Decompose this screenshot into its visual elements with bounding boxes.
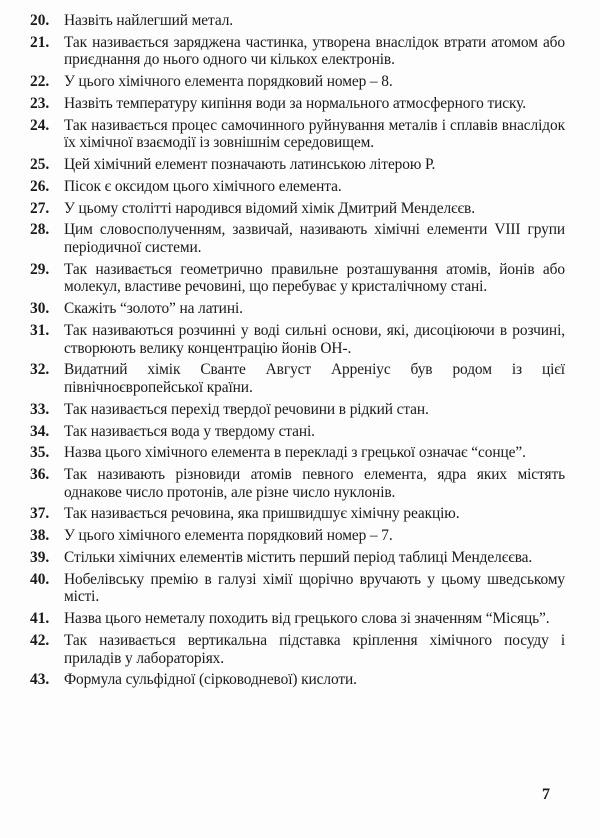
- question-number: 26.: [30, 177, 50, 195]
- question-item: [30, 95, 565, 113]
- question-text: Назвіть температуру кипіння води за нормального атмосферного тиску.: [64, 94, 526, 112]
- question-item: [30, 632, 565, 667]
- question-item: [30, 200, 565, 218]
- question-number: 28.: [30, 221, 50, 239]
- question-number: 31.: [30, 321, 50, 339]
- question-number: 40.: [30, 570, 50, 588]
- question-text: Так називається вертикальна підставка кріплення хімічного посуду і приладів у лабораторіях.: [64, 631, 565, 667]
- question-text: Назва цього неметалу походить від грецького слова зі значенням “Місяць”.: [64, 610, 550, 628]
- question-item: [30, 505, 565, 523]
- question-text: Стільки хімічних елементів містить перший період таблиці Менделєєва.: [64, 549, 533, 566]
- question-text: Назвіть найлегший метал.: [64, 12, 234, 29]
- question-item: [30, 671, 565, 689]
- question-number: 23.: [30, 94, 50, 112]
- question-item: [30, 423, 565, 441]
- question-item: [30, 221, 565, 256]
- question-number: 36.: [30, 466, 50, 484]
- question-item: [30, 73, 565, 91]
- question-text: Так називається заряджена частинка, утворена внаслідок втрати атомом або приєднання до нього одного чи кількох електронів.: [64, 33, 565, 69]
- question-text: Так називається речовина, яка пришвидшує хімічну реакцію.: [64, 505, 460, 523]
- question-text: У цього хімічного елемента порядковий номер – 8.: [64, 73, 393, 91]
- question-number: 34.: [30, 422, 50, 440]
- question-text: У цього хімічного елемента порядковий номер – 7.: [64, 527, 393, 545]
- question-item: [30, 178, 565, 196]
- question-text: Нобелівську премію в галузі хімії щорічно вручають у цьому шведському місті.: [64, 570, 565, 606]
- question-text: У цьому столітті народився відомий хімік Дмитрий Менделєєв.: [64, 199, 475, 217]
- question-number: 25.: [30, 156, 50, 174]
- question-item: [30, 12, 565, 30]
- question-text: Формула сульфідної (сірководневої) кислоти.: [64, 671, 357, 689]
- question-number: 24.: [30, 116, 50, 134]
- question-number: 33.: [30, 400, 50, 418]
- question-number: 21.: [30, 33, 50, 51]
- question-text: Цей хімічний елемент позначають латинською літерою Р.: [64, 156, 436, 174]
- question-number: 30.: [30, 300, 50, 318]
- question-number: 22.: [30, 73, 50, 91]
- question-item: [30, 361, 565, 396]
- question-item: [30, 466, 565, 501]
- question-text: Так називається перехід твердої речовини в рідкий стан.: [64, 400, 429, 418]
- question-list: [30, 12, 565, 693]
- question-item: [30, 444, 565, 462]
- question-number: 38.: [30, 527, 50, 545]
- question-text: Так називаються розчинні у воді сильні основи, які, дисоціюючи в розчині, створюють велику концентрацію йонів ОН-.: [64, 321, 565, 357]
- question-number: 20.: [30, 12, 50, 29]
- question-text: Так називається процес самочинного руйнування металів і сплавів внаслідок їх хімічної взаємодії із зовнішнім середовищем.: [64, 116, 565, 152]
- question-text: Назва цього хімічного елемента в перекладі з грецької означає “сонце”.: [64, 444, 526, 462]
- question-number: 42.: [30, 631, 50, 649]
- question-item: [30, 549, 565, 567]
- question-item: [30, 571, 565, 606]
- question-number: 37.: [30, 505, 50, 523]
- question-number: 41.: [30, 610, 50, 628]
- question-text: Так називається геометрично правильне розташування атомів, йонів або молекул, властиве речовині, що перебуває у кристалічному стані.: [64, 260, 565, 296]
- question-item: [30, 527, 565, 545]
- question-item: [30, 300, 565, 318]
- question-number: 27.: [30, 199, 50, 217]
- question-number: 39.: [30, 549, 50, 566]
- question-number: 29.: [30, 260, 50, 278]
- question-item: [30, 610, 565, 628]
- question-item: [30, 322, 565, 357]
- question-number: 35.: [30, 444, 50, 462]
- question-number: 32.: [30, 361, 50, 379]
- question-text: Скажіть “золото” на латині.: [64, 300, 243, 318]
- question-text: Видатний хімік Сванте Август Арреніус був родом із цієї північноєвропейської країни.: [64, 361, 565, 396]
- question-item: [30, 117, 565, 152]
- question-text: Так називають різновиди атомів певного елемента, ядра яких містять однакове число протонів, але різне число нуклонів.: [64, 466, 565, 501]
- question-text: Пісок є оксидом цього хімічного елемента.: [64, 177, 342, 195]
- question-text: Так називається вода у твердому стані.: [64, 422, 315, 440]
- question-item: [30, 34, 565, 69]
- question-item: [30, 156, 565, 174]
- question-number: 43.: [30, 671, 50, 689]
- question-item: [30, 401, 565, 419]
- question-text: Цим словосполученням, зазвичай, називають хімічні елементи VIII групи періодичної системи.: [64, 221, 565, 257]
- question-item: [30, 261, 565, 296]
- page-number: 7: [542, 786, 550, 803]
